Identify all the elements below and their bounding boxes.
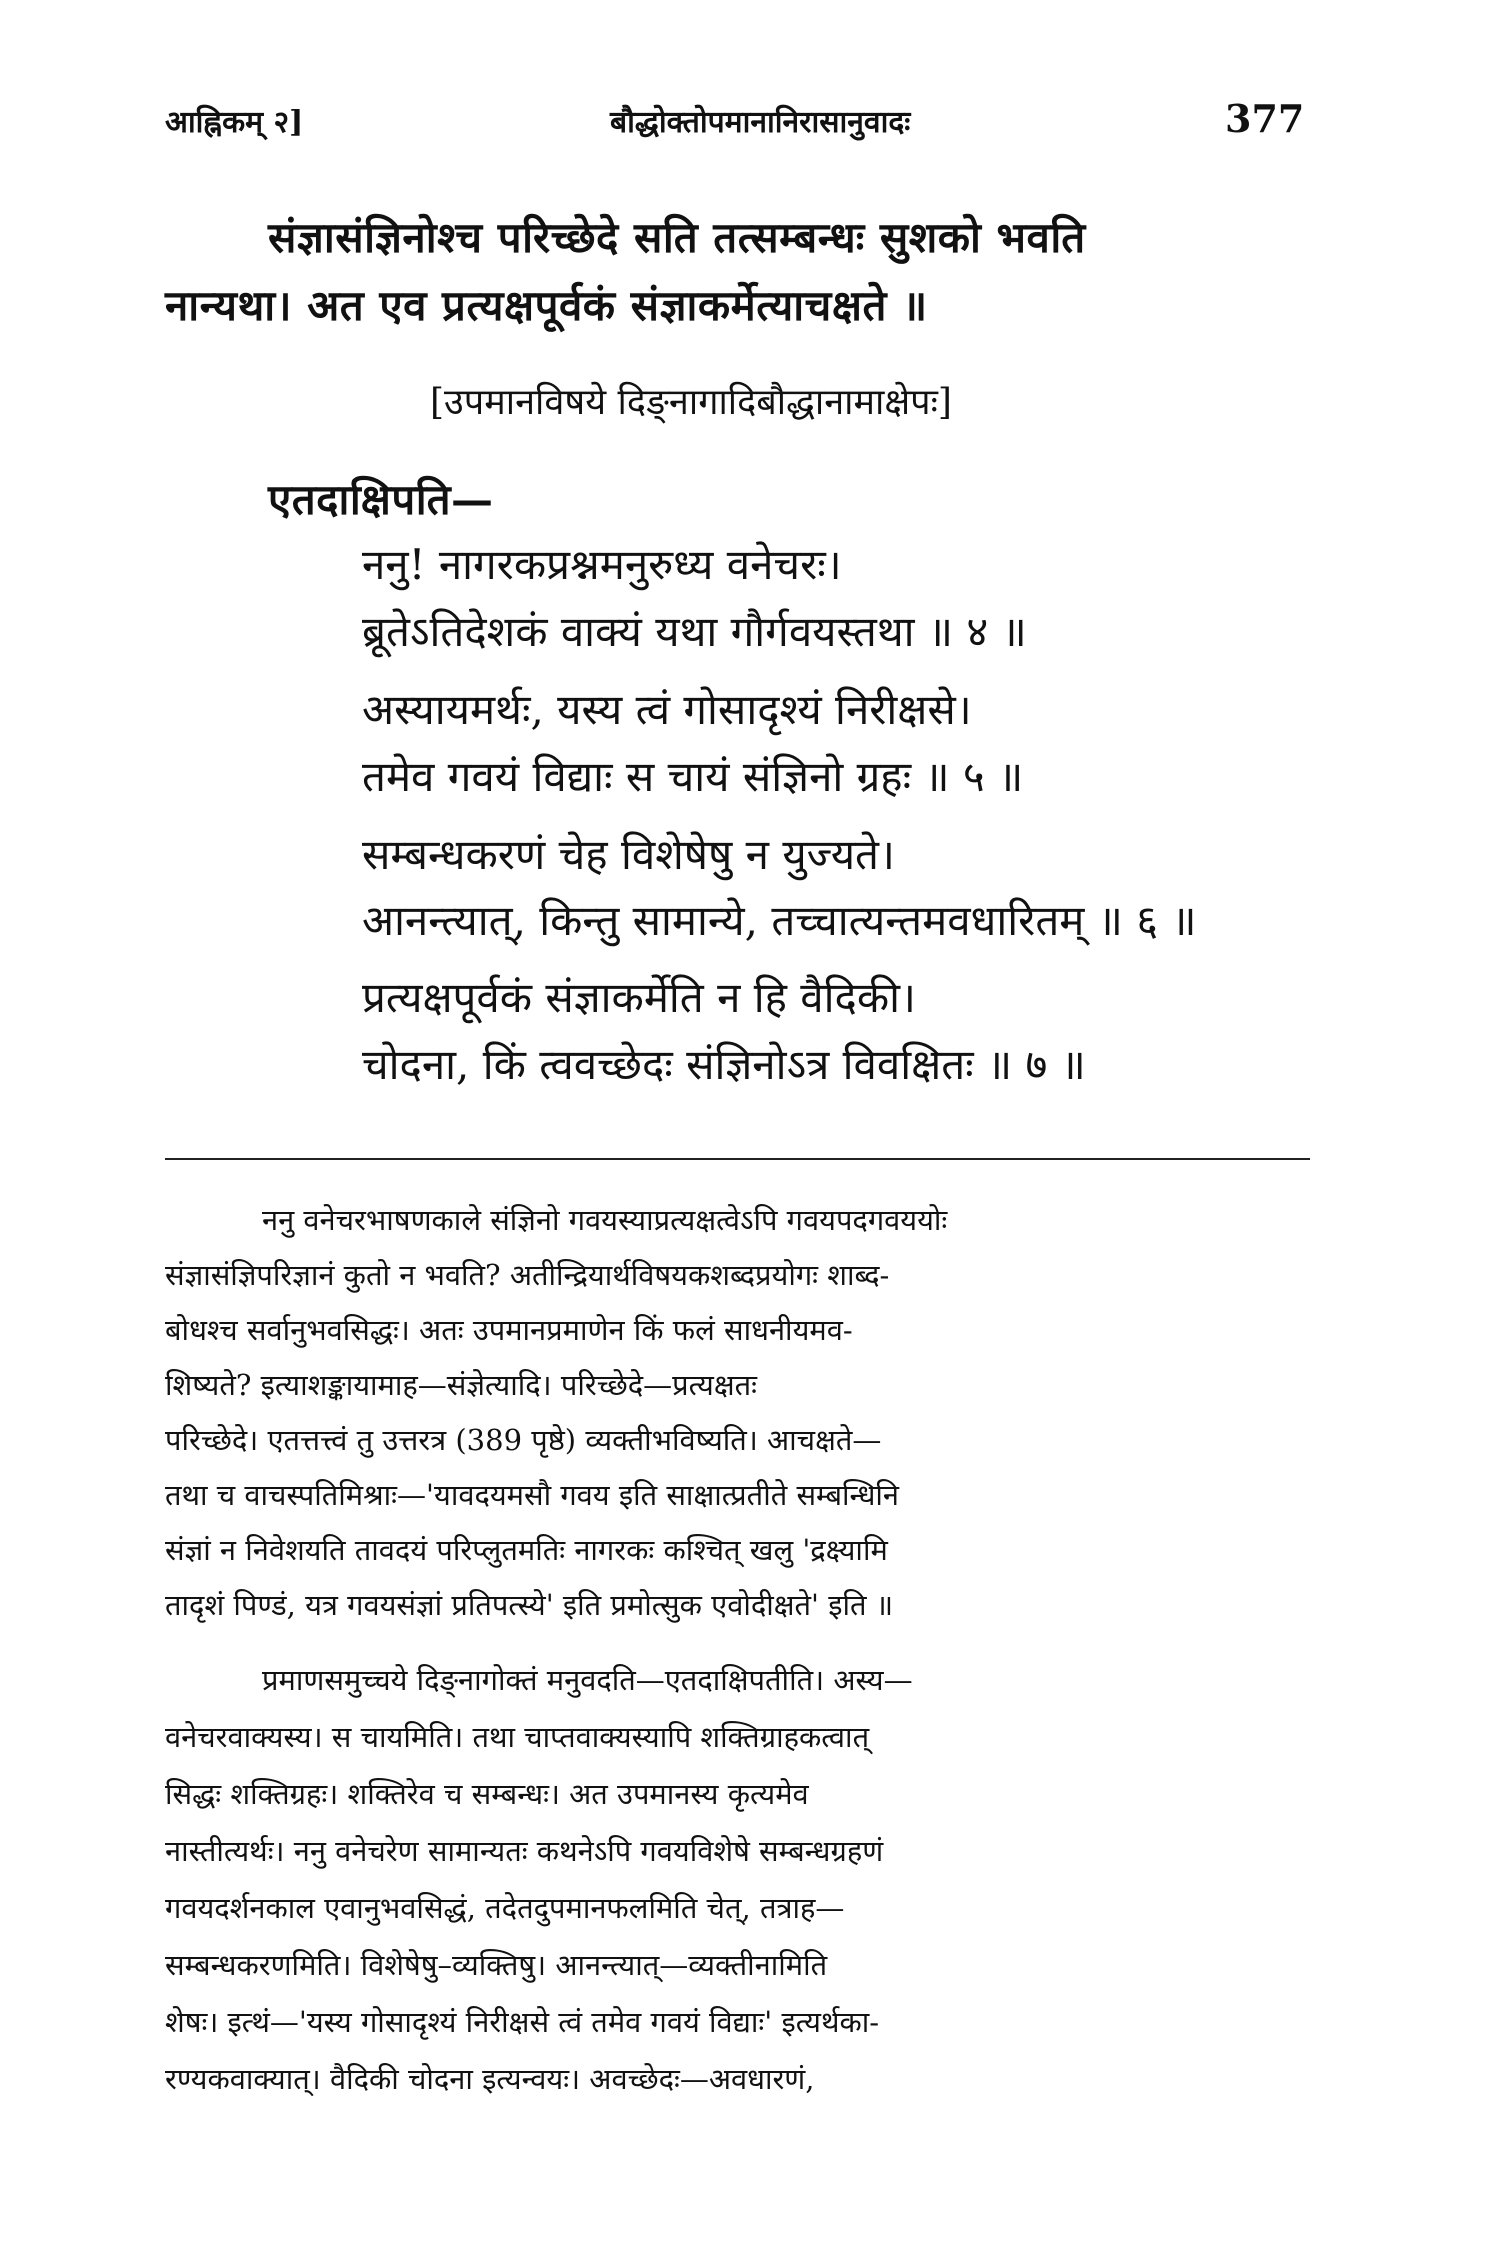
commentary-line: नास्तीत्यर्थः। ननु वनेचरेण सामान्यतः कथनेऽपि गवयविशेषे सम्बन्धग्रहणं <box>165 1834 884 1868</box>
verse-line: ननु! नागरकप्रश्नमनुरुध्य वनेचरः। <box>362 540 842 589</box>
commentary-line: संज्ञासंज्ञिपरिज्ञानं कुतो न भवति? अतीन्द्रियार्थविषयकशब्दप्रयोगः शाब्द- <box>165 1258 890 1292</box>
commentary-line: परिच्छेदे। एतत्तत्त्वं तु उत्तरत्र (389 पृष्ठे) व्यक्तीभविष्यति। आचक्षते— <box>165 1423 882 1457</box>
commentary-line: बोधश्च सर्वानुभवसिद्धः। अतः उपमानप्रमाणेन किं फलं साधनीयमव- <box>165 1313 853 1347</box>
page-number: 377 <box>1225 96 1305 141</box>
verse-line: अस्यायमर्थः, यस्य त्वं गोसादृश्यं निरीक्षसे। <box>362 685 972 734</box>
commentary-line: शिष्यते? इत्याशङ्कायामाह—संज्ञेत्यादि। परिच्छेदे—प्रत्यक्षतः <box>165 1368 758 1402</box>
commentary-line: तादृशं पिण्डं, यत्र गवयसंज्ञां प्रतिपत्स्ये' इति प्रमोत्सुक एवोदीक्षते' इति ॥ <box>165 1588 894 1622</box>
intro-line-1: संज्ञासंज्ञिनोश्च परिच्छेदे सति तत्सम्बन्धः सुशको भवति <box>268 213 1086 262</box>
commentary-line: संज्ञां न निवेशयति तावदयं परिप्लुतमतिः नागरकः कश्चित् खलु 'द्रक्ष्यामि <box>165 1533 888 1567</box>
divider-rule <box>165 1158 1310 1160</box>
intro-line-2: नान्यथा। अत एव प्रत्यक्षपूर्वकं संज्ञाकर्मेत्याचक्षते ॥ <box>165 281 928 330</box>
verse-line: प्रत्यक्षपूर्वकं संज्ञाकर्मेति न हि वैदिकी। <box>362 973 916 1022</box>
verse-line: चोदना, किं त्ववच्छेदः संज्ञिनोऽत्र विवक्षितः ॥ ७ ॥ <box>362 1040 1086 1089</box>
commentary-line: वनेचरवाक्यस्य। स चायमिति। तथा चाप्तवाक्यस्यापि शक्तिग्राहकत्वात् <box>165 1720 870 1754</box>
section-heading: [उपमानविषये दिङ्नागादिबौद्धानामाक्षेपः] <box>430 382 952 423</box>
commentary-line: ननु वनेचरभाषणकाले संज्ञिनो गवयस्याप्रत्यक्षत्वेऽपि गवयपदगवययोः <box>262 1203 948 1237</box>
commentary-line: प्रमाणसमुच्चये दिङ्नागोक्तं मनुवदति—एतदाक्षिपतीति। अस्य— <box>262 1663 913 1697</box>
commentary-line: शेषः। इत्थं—'यस्य गोसादृश्यं निरीक्षसे त्वं तमेव गवयं विद्याः' इत्यर्थका- <box>165 2005 880 2039</box>
running-header-title: बौद्धोक्तोपमानानिरासानुवादः <box>610 105 911 140</box>
commentary-line: सिद्धः शक्तिग्रहः। शक्तिरेव च सम्बन्धः। अत उपमानस्य कृत्यमेव <box>165 1777 809 1811</box>
running-header-section: आह्निकम् २] <box>165 105 304 140</box>
commentary-line: तथा च वाचस्पतिमिश्राः—'यावदयमसौ गवय इति साक्षात्प्रतीते सम्बन्धिनि <box>165 1478 900 1512</box>
commentary-line: रण्यकवाक्यात्। वैदिकी चोदना इत्यन्वयः। अवच्छेदः—अवधारणं, <box>165 2062 815 2096</box>
verse-line: ब्रूतेऽतिदेशकं वाक्यं यथा गौर्गवयस्तथा ॥ ४ ॥ <box>362 607 1027 656</box>
commentary-line: गवयदर्शनकाल एवानुभवसिद्धं, तदेतदुपमानफलमिति चेत्, तत्राह— <box>165 1891 845 1925</box>
commentary-line: सम्बन्धकरणमिति। विशेषेषु–व्यक्तिषु। आनन्त्यात्—व्यक्तीनामिति <box>165 1948 828 1982</box>
verse-line: आनन्त्यात्, किन्तु सामान्ये, तच्चात्यन्तमवधारितम् ॥ ६ ॥ <box>362 896 1197 945</box>
verse-line: सम्बन्धकरणं चेह विशेषेषु न युज्यते। <box>362 830 895 879</box>
lead-line: एतदाक्षिपति— <box>268 475 494 524</box>
verse-line: तमेव गवयं विद्याः स चायं संज्ञिनो ग्रहः ॥ ५ ॥ <box>362 752 1024 801</box>
